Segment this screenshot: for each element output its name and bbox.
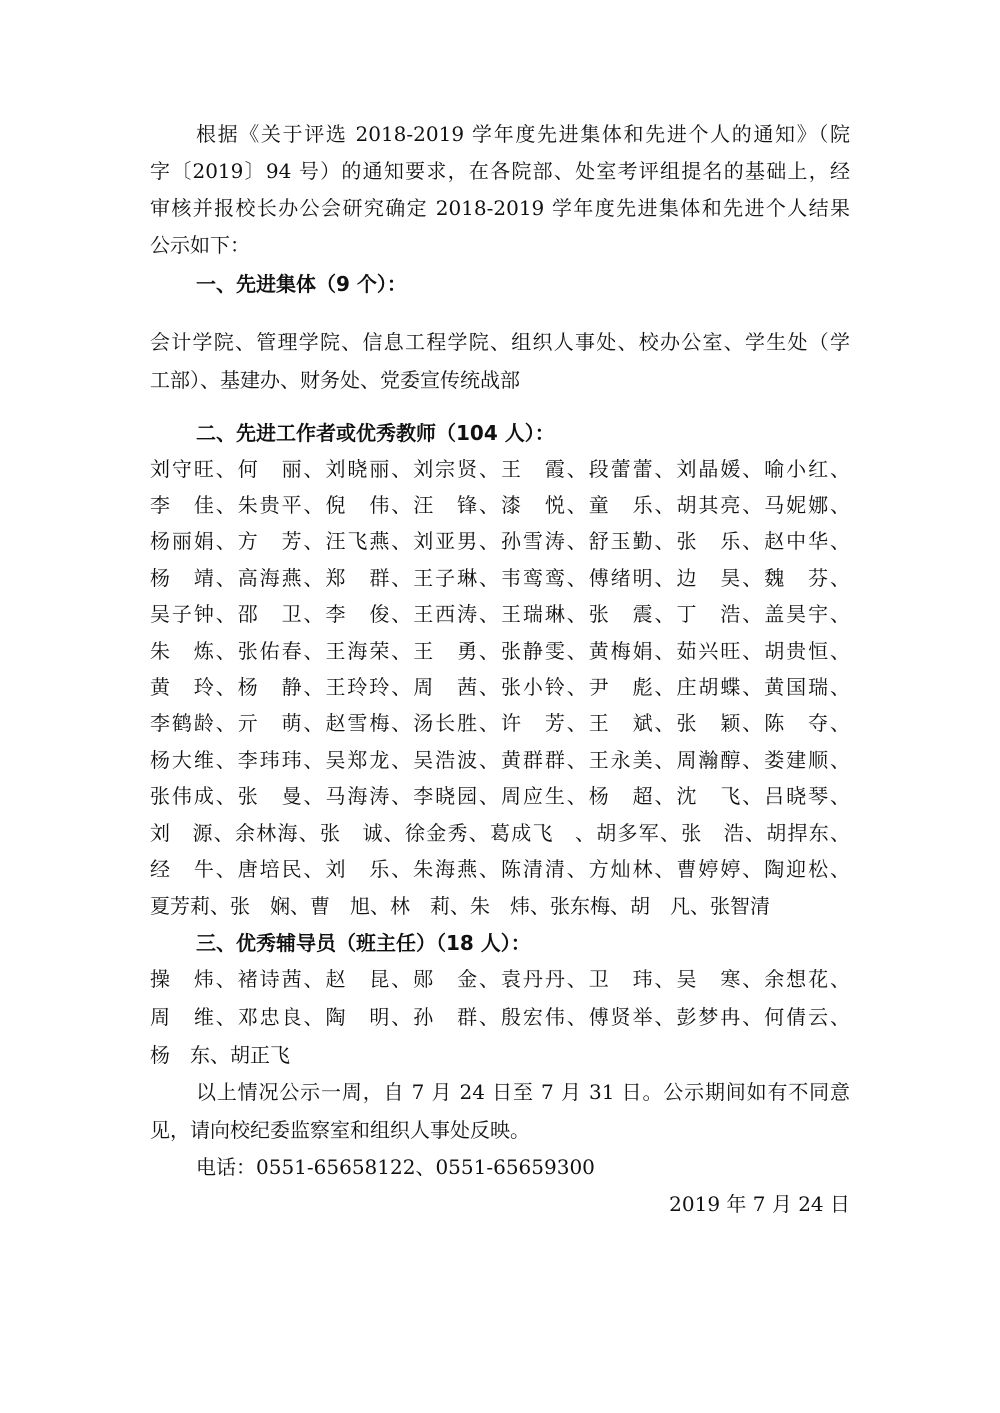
intro-line-3: 审核并报校长办公会研究确定 2018-2019 学年度先进集体和先进个人结果 xyxy=(150,196,850,220)
collectives-line-2: 工部）、基建办、财务处、党委宣传统战部 xyxy=(150,368,520,392)
notice-document xyxy=(150,0,850,1413)
workers-row: 朱 炼、张佑春、王海荣、王 勇、张静雯、黄梅娟、茹兴旺、胡贵恒、 xyxy=(150,639,850,663)
workers-row: 张伟成、张 曼、马海涛、李晓园、周应生、杨 超、沈 飞、吕晓琴、 xyxy=(150,784,850,808)
notice-date: 2019 年 7 月 24 日 xyxy=(669,1192,850,1216)
section-heading-advanced-workers: 二、先进工作者或优秀教师（104 人）： xyxy=(196,421,555,445)
workers-row: 经 牛、唐培民、刘 乐、朱海燕、陈清清、方灿林、曹婷婷、陶迎松、 xyxy=(150,857,850,881)
workers-row: 刘 源、余林海、张 诚、徐金秀、葛成飞 、胡多军、张 浩、胡捍东、 xyxy=(150,821,850,845)
counselors-row: 杨 东、胡正飞 xyxy=(150,1043,290,1067)
section-heading-excellent-counselors: 三、优秀辅导员（班主任）（18 人）： xyxy=(196,931,531,955)
workers-row: 夏芳莉、张 娴、曹 旭、林 莉、朱 炜、张东梅、胡 凡、张智清 xyxy=(150,894,770,918)
intro-line-4: 公示如下： xyxy=(150,233,250,257)
closing-line-1: 以上情况公示一周，自 7 月 24 日至 7 月 31 日。公示期间如有不同意 xyxy=(196,1080,850,1104)
intro-line-1: 根据《关于评选 2018-2019 学年度先进集体和先进个人的通知》（院 xyxy=(196,122,850,146)
closing-line-2: 见，请向校纪委监察室和组织人事处反映。 xyxy=(150,1118,530,1142)
contact-phone: 电话：0551-65658122、0551-65659300 xyxy=(196,1155,595,1179)
workers-row: 杨 靖、高海燕、郑 群、王子琳、韦鸾鸾、傅绪明、边 昊、魏 芬、 xyxy=(150,566,850,590)
counselors-row: 操 炜、褚诗茜、赵 昆、郧 金、袁丹丹、卫 玮、吴 寒、余想花、 xyxy=(150,967,850,991)
workers-row: 李鹤龄、亓 萌、赵雪梅、汤长胜、许 芳、王 斌、张 颖、陈 夺、 xyxy=(150,711,850,735)
collectives-line-1: 会计学院、管理学院、信息工程学院、组织人事处、校办公室、学生处（学 xyxy=(150,330,850,354)
intro-line-2: 字〔2019〕94 号）的通知要求，在各院部、处室考评组提名的基础上，经 xyxy=(150,159,850,183)
workers-row: 吴子钟、邵 卫、李 俊、王西涛、王瑞琳、张 震、丁 浩、盖昊宇、 xyxy=(150,602,850,626)
section-heading-advanced-collectives: 一、先进集体（9 个）： xyxy=(196,272,407,296)
workers-row: 李 佳、朱贵平、倪 伟、汪 锋、漆 悦、童 乐、胡其亮、马妮娜、 xyxy=(150,493,850,517)
workers-row: 刘守旺、何 丽、刘晓丽、刘宗贤、王 霞、段蕾蕾、刘晶媛、喻小红、 xyxy=(150,457,850,481)
workers-row: 黄 玲、杨 静、王玲玲、周 茜、张小铃、尹 彪、庄胡蝶、黄国瑞、 xyxy=(150,675,850,699)
counselors-row: 周 维、邓忠良、陶 明、孙 群、殷宏伟、傅贤举、彭梦冉、何倩云、 xyxy=(150,1005,850,1029)
workers-row: 杨大维、李玮玮、吴郑龙、吴浩波、黄群群、王永美、周瀚醇、娄建顺、 xyxy=(150,748,850,772)
workers-row: 杨丽娟、方 芳、汪飞燕、刘亚男、孙雪涛、舒玉勤、张 乐、赵中华、 xyxy=(150,529,850,553)
